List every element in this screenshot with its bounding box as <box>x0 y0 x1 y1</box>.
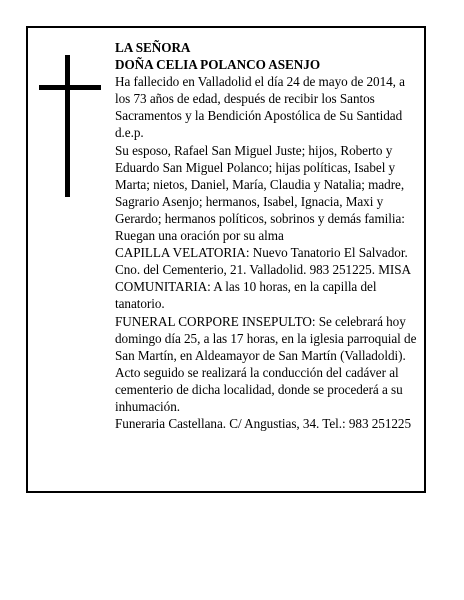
death-announcement: Ha fallecido en Valladolid el día 24 de mayo de 2014, a los 73 años de edad, después de recibir los Santos Sacramentos y la Bendición Apostólica de Su Santidad d.e.p. <box>115 74 405 141</box>
latin-cross-icon <box>39 55 101 197</box>
chapel-details: CAPILLA VELATORIA: Nuevo Tanatorio El Salvador. Cno. del Cementerio, 21. Valladolid. 983 251225. MISA COMUNITARIA: A las 10 horas, en la capilla del tanatorio. <box>115 245 411 312</box>
prayer-request: Ruegan una oración por su alma <box>115 228 284 244</box>
deceased-name: DOÑA CELIA POLANCO ASENJO <box>115 57 321 73</box>
obituary-text <box>115 39 422 432</box>
obituary-notice <box>26 26 426 493</box>
cross-horizontal-bar <box>39 85 101 90</box>
funeral-home-contact: Funeraria Castellana. C/ Angustias, 34. Tel.: 983 251225 <box>115 416 412 432</box>
heading-title: LA SEÑORA <box>115 40 191 55</box>
cross-vertical-bar <box>65 55 70 197</box>
family-list: Su esposo, Rafael San Miguel Juste; hijos, Roberto y Eduardo San Miguel Polanco; hijas políticas, Isabel y Marta; nietos, Daniel, María, Claudia y Natalia; madre, Sagrario Asenjo; hermanos, Isabel, Ignacia, Maxi y Gerardo; hermanos políticos, sobrinos y demás familia: <box>115 142 405 226</box>
funeral-details: FUNERAL CORPORE INSEPULTO: Se celebrará hoy domingo día 25, a las 17 horas, en la iglesia parroquial de San Martín, en Aldeamayor de San Martín (Valladoldi). Acto seguido se realizará la conducción del cadáver al cementerio de dicha localidad, donde se procederá a su inhumación. <box>115 313 417 414</box>
